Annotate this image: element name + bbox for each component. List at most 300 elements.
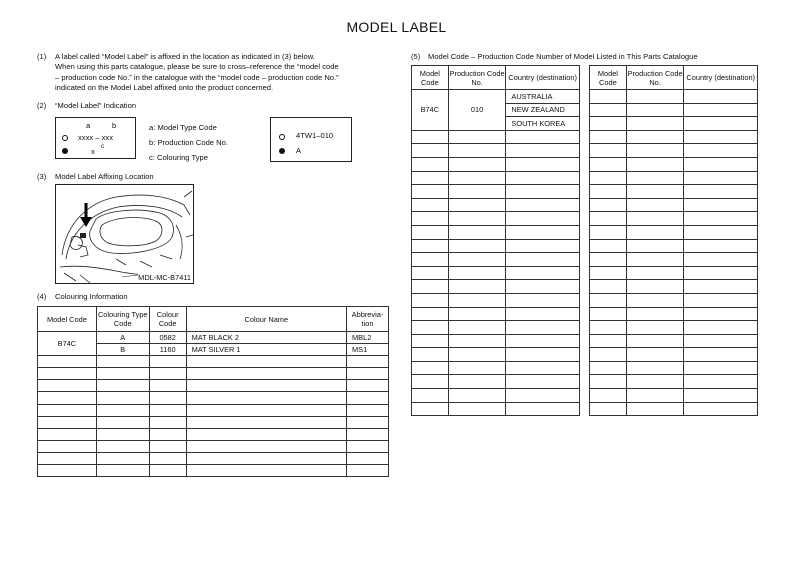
empty-cell bbox=[412, 171, 449, 185]
empty-cell bbox=[448, 144, 506, 158]
colour-name-cell: MAT SILVER 1 bbox=[186, 344, 346, 356]
empty-cell bbox=[412, 239, 449, 253]
table-header-row bbox=[412, 66, 580, 90]
empty-cell bbox=[684, 239, 758, 253]
empty-cell bbox=[684, 402, 758, 416]
column-header: Model Code bbox=[38, 307, 97, 332]
empty-cell bbox=[412, 321, 449, 335]
empty-cell bbox=[448, 293, 506, 307]
table-row bbox=[38, 465, 389, 477]
empty-cell bbox=[38, 416, 97, 428]
empty-cell bbox=[590, 90, 627, 104]
empty-cell bbox=[412, 375, 449, 389]
empty-cell bbox=[38, 368, 97, 380]
table-row bbox=[590, 361, 758, 375]
empty-cell bbox=[38, 392, 97, 404]
column-header: Model Code bbox=[412, 66, 449, 90]
empty-cell bbox=[684, 117, 758, 131]
table-row bbox=[590, 389, 758, 403]
table-row bbox=[412, 185, 580, 199]
table-row bbox=[38, 392, 389, 404]
empty-cell bbox=[412, 212, 449, 226]
table-row bbox=[590, 280, 758, 294]
column-header: Production Code No. bbox=[448, 66, 506, 90]
table-row bbox=[590, 90, 758, 104]
table-row bbox=[38, 368, 389, 380]
empty-cell bbox=[448, 375, 506, 389]
empty-cell bbox=[684, 171, 758, 185]
empty-cell bbox=[186, 368, 346, 380]
colour-code-cell: 1160 bbox=[149, 344, 186, 356]
empty-cell bbox=[684, 253, 758, 267]
table-row bbox=[590, 117, 758, 131]
table-row bbox=[590, 225, 758, 239]
empty-cell bbox=[590, 334, 627, 348]
empty-cell bbox=[626, 103, 684, 117]
empty-cell bbox=[626, 334, 684, 348]
empty-cell bbox=[347, 368, 389, 380]
empty-cell bbox=[448, 307, 506, 321]
empty-cell bbox=[626, 198, 684, 212]
section-4-number: (4) bbox=[37, 292, 47, 301]
empty-cell bbox=[590, 307, 627, 321]
empty-cell bbox=[448, 266, 506, 280]
legend-item: c: Colouring Type bbox=[149, 153, 208, 162]
empty-cell bbox=[506, 157, 580, 171]
section-3-number: (3) bbox=[37, 172, 47, 181]
table-row bbox=[412, 307, 580, 321]
country-cell: NEW ZEALAND bbox=[506, 103, 580, 117]
section-1-number: (1) bbox=[37, 52, 47, 61]
table-row bbox=[412, 144, 580, 158]
table-row bbox=[590, 198, 758, 212]
empty-cell bbox=[448, 171, 506, 185]
empty-cell bbox=[590, 280, 627, 294]
empty-cell bbox=[149, 452, 186, 464]
empty-cell bbox=[590, 402, 627, 416]
table-row bbox=[412, 171, 580, 185]
empty-cell bbox=[590, 225, 627, 239]
column-header: Colour Code bbox=[149, 307, 186, 332]
empty-cell bbox=[448, 253, 506, 267]
empty-cell bbox=[506, 361, 580, 375]
label-x: x bbox=[91, 147, 95, 156]
table-row bbox=[412, 280, 580, 294]
empty-cell bbox=[684, 198, 758, 212]
column-header: Colouring Type Code bbox=[96, 307, 149, 332]
table-row bbox=[590, 348, 758, 362]
empty-cell bbox=[412, 402, 449, 416]
empty-cell bbox=[590, 212, 627, 226]
colouring-type-cell: B bbox=[96, 344, 149, 356]
empty-cell bbox=[506, 334, 580, 348]
empty-cell bbox=[186, 428, 346, 440]
abbreviation-cell: MBL2 bbox=[347, 332, 389, 344]
generic-label-box bbox=[55, 117, 136, 159]
empty-cell bbox=[186, 465, 346, 477]
empty-cell bbox=[626, 253, 684, 267]
empty-cell bbox=[684, 334, 758, 348]
production-code-cell: 010 bbox=[448, 90, 506, 131]
empty-cell bbox=[506, 144, 580, 158]
empty-cell bbox=[412, 361, 449, 375]
empty-cell bbox=[448, 334, 506, 348]
empty-cell bbox=[448, 225, 506, 239]
empty-cell bbox=[590, 389, 627, 403]
legend-item: a: Model Type Code bbox=[149, 123, 217, 132]
table-row bbox=[412, 361, 580, 375]
empty-cell bbox=[186, 404, 346, 416]
table-row bbox=[412, 225, 580, 239]
section-1-line: – production code No.” in the catalogue with the “model code – production code No.” bbox=[55, 72, 339, 82]
table-row bbox=[590, 321, 758, 335]
section-4-title: Colouring Information bbox=[55, 292, 128, 301]
empty-cell bbox=[684, 321, 758, 335]
empty-cell bbox=[684, 185, 758, 199]
empty-cell bbox=[684, 130, 758, 144]
empty-cell bbox=[149, 440, 186, 452]
empty-cell bbox=[448, 239, 506, 253]
empty-cell bbox=[590, 130, 627, 144]
table-row bbox=[412, 130, 580, 144]
figure-code: MDL-MC-B7411 bbox=[138, 273, 191, 282]
model-code-cell: B74C bbox=[38, 332, 97, 356]
empty-cell bbox=[412, 198, 449, 212]
empty-cell bbox=[590, 375, 627, 389]
empty-cell bbox=[506, 402, 580, 416]
empty-cell bbox=[347, 416, 389, 428]
empty-cell bbox=[186, 452, 346, 464]
example-type: A bbox=[296, 146, 302, 155]
empty-cell bbox=[38, 356, 97, 368]
colouring-table bbox=[37, 306, 389, 477]
circle-icon bbox=[62, 135, 68, 141]
empty-cell bbox=[448, 157, 506, 171]
generic-code: xxxx – xxx bbox=[78, 133, 114, 142]
empty-cell bbox=[448, 130, 506, 144]
empty-cell bbox=[149, 392, 186, 404]
table-row bbox=[38, 440, 389, 452]
table-row bbox=[412, 212, 580, 226]
empty-cell bbox=[506, 185, 580, 199]
empty-cell bbox=[684, 361, 758, 375]
section-1-line: A label called “Model Label” is affixed in the location as indicated in (3) below. bbox=[55, 52, 315, 61]
empty-cell bbox=[412, 144, 449, 158]
table-row bbox=[38, 332, 389, 344]
empty-cell bbox=[506, 225, 580, 239]
empty-cell bbox=[96, 465, 149, 477]
empty-cell bbox=[590, 266, 627, 280]
table-row bbox=[38, 356, 389, 368]
table-row bbox=[412, 402, 580, 416]
table-row bbox=[590, 144, 758, 158]
section-3-title: Model Label Affixing Location bbox=[55, 172, 154, 181]
empty-cell bbox=[684, 307, 758, 321]
empty-cell bbox=[684, 157, 758, 171]
empty-cell bbox=[38, 465, 97, 477]
empty-cell bbox=[626, 117, 684, 131]
empty-cell bbox=[506, 239, 580, 253]
empty-cell bbox=[590, 171, 627, 185]
empty-cell bbox=[448, 198, 506, 212]
empty-cell bbox=[412, 157, 449, 171]
section-1 bbox=[37, 52, 377, 94]
table-header-row bbox=[38, 307, 389, 332]
column-header: Country (destination) bbox=[506, 66, 580, 90]
column-header: Colour Name bbox=[186, 307, 346, 332]
empty-cell bbox=[626, 375, 684, 389]
section-2-number: (2) bbox=[37, 101, 47, 110]
empty-cell bbox=[626, 212, 684, 226]
empty-cell bbox=[448, 389, 506, 403]
empty-cell bbox=[448, 321, 506, 335]
empty-cell bbox=[506, 307, 580, 321]
table-row bbox=[590, 171, 758, 185]
empty-cell bbox=[96, 380, 149, 392]
empty-cell bbox=[590, 293, 627, 307]
empty-cell bbox=[684, 280, 758, 294]
empty-cell bbox=[626, 361, 684, 375]
empty-cell bbox=[412, 225, 449, 239]
empty-cell bbox=[684, 293, 758, 307]
empty-cell bbox=[626, 185, 684, 199]
empty-cell bbox=[347, 356, 389, 368]
empty-cell bbox=[626, 90, 684, 104]
empty-cell bbox=[590, 198, 627, 212]
empty-cell bbox=[412, 266, 449, 280]
empty-cell bbox=[149, 356, 186, 368]
table-row bbox=[590, 402, 758, 416]
empty-cell bbox=[506, 212, 580, 226]
empty-cell bbox=[186, 392, 346, 404]
empty-cell bbox=[347, 440, 389, 452]
empty-cell bbox=[96, 416, 149, 428]
empty-cell bbox=[149, 428, 186, 440]
table-row bbox=[412, 253, 580, 267]
empty-cell bbox=[684, 90, 758, 104]
empty-cell bbox=[684, 266, 758, 280]
example-label-box bbox=[270, 117, 352, 162]
empty-cell bbox=[626, 280, 684, 294]
empty-cell bbox=[626, 266, 684, 280]
empty-cell bbox=[412, 348, 449, 362]
empty-cell bbox=[96, 392, 149, 404]
empty-cell bbox=[590, 103, 627, 117]
empty-cell bbox=[412, 293, 449, 307]
empty-cell bbox=[626, 307, 684, 321]
empty-cell bbox=[684, 225, 758, 239]
filled-circle-icon bbox=[279, 148, 285, 154]
empty-cell bbox=[684, 212, 758, 226]
empty-cell bbox=[347, 465, 389, 477]
empty-cell bbox=[590, 157, 627, 171]
table-row bbox=[412, 198, 580, 212]
table-row bbox=[590, 334, 758, 348]
empty-cell bbox=[412, 280, 449, 294]
empty-cell bbox=[347, 392, 389, 404]
empty-cell bbox=[626, 348, 684, 362]
filled-circle-icon bbox=[62, 148, 68, 154]
table-row bbox=[38, 404, 389, 416]
section-5-number: (5) bbox=[411, 52, 421, 61]
table-row bbox=[38, 428, 389, 440]
empty-cell bbox=[590, 239, 627, 253]
empty-cell bbox=[448, 280, 506, 294]
table-row bbox=[412, 157, 580, 171]
empty-cell bbox=[684, 103, 758, 117]
table-row bbox=[590, 103, 758, 117]
empty-cell bbox=[506, 171, 580, 185]
table-row bbox=[38, 380, 389, 392]
empty-cell bbox=[347, 452, 389, 464]
label-c: c bbox=[101, 143, 105, 150]
production-code-table-right bbox=[589, 65, 758, 416]
section-5-title: Model Code – Production Code Number of Model Listed in This Parts Catalogue bbox=[428, 52, 698, 61]
page-title: MODEL LABEL bbox=[346, 19, 447, 35]
empty-cell bbox=[96, 368, 149, 380]
empty-cell bbox=[506, 266, 580, 280]
empty-cell bbox=[626, 171, 684, 185]
empty-cell bbox=[506, 375, 580, 389]
empty-cell bbox=[412, 307, 449, 321]
section-4-heading bbox=[37, 292, 337, 302]
empty-cell bbox=[626, 130, 684, 144]
empty-cell bbox=[626, 321, 684, 335]
label-b: b bbox=[112, 121, 117, 130]
empty-cell bbox=[412, 389, 449, 403]
table-row bbox=[412, 375, 580, 389]
table-row bbox=[412, 334, 580, 348]
empty-cell bbox=[684, 375, 758, 389]
label-a: a bbox=[86, 121, 91, 130]
circle-icon bbox=[279, 134, 285, 140]
table-row bbox=[412, 348, 580, 362]
table-row bbox=[412, 321, 580, 335]
empty-cell bbox=[590, 253, 627, 267]
empty-cell bbox=[38, 404, 97, 416]
table-row bbox=[38, 416, 389, 428]
empty-cell bbox=[448, 185, 506, 199]
empty-cell bbox=[590, 185, 627, 199]
empty-cell bbox=[96, 452, 149, 464]
label-location-figure bbox=[55, 184, 194, 284]
table-row bbox=[412, 90, 580, 104]
empty-cell bbox=[186, 416, 346, 428]
table-row bbox=[590, 130, 758, 144]
colour-code-cell: 0582 bbox=[149, 332, 186, 344]
empty-cell bbox=[626, 157, 684, 171]
table-row bbox=[412, 239, 580, 253]
section-1-line: indicated on the Model Label affixed onto the product concerned. bbox=[55, 83, 274, 93]
empty-cell bbox=[96, 404, 149, 416]
empty-cell bbox=[506, 280, 580, 294]
empty-cell bbox=[347, 404, 389, 416]
empty-cell bbox=[684, 144, 758, 158]
empty-cell bbox=[506, 253, 580, 267]
section-2-title: “Model Label” Indication bbox=[55, 101, 137, 110]
table-row bbox=[590, 307, 758, 321]
empty-cell bbox=[626, 239, 684, 253]
empty-cell bbox=[448, 361, 506, 375]
empty-cell bbox=[38, 440, 97, 452]
empty-cell bbox=[506, 198, 580, 212]
empty-cell bbox=[412, 253, 449, 267]
empty-cell bbox=[506, 293, 580, 307]
section-3-heading bbox=[37, 172, 337, 182]
empty-cell bbox=[590, 144, 627, 158]
empty-cell bbox=[347, 428, 389, 440]
empty-cell bbox=[412, 334, 449, 348]
empty-cell bbox=[186, 440, 346, 452]
section-5-heading bbox=[411, 52, 771, 62]
empty-cell bbox=[590, 117, 627, 131]
empty-cell bbox=[347, 380, 389, 392]
empty-cell bbox=[448, 402, 506, 416]
empty-cell bbox=[684, 389, 758, 403]
table-row bbox=[412, 266, 580, 280]
table-row bbox=[38, 452, 389, 464]
column-header: Production Code No. bbox=[626, 66, 684, 90]
empty-cell bbox=[590, 321, 627, 335]
column-header: Abbrevia-tion bbox=[347, 307, 389, 332]
empty-cell bbox=[506, 321, 580, 335]
empty-cell bbox=[149, 368, 186, 380]
example-code: 4TW1–010 bbox=[296, 131, 334, 140]
empty-cell bbox=[448, 348, 506, 362]
empty-cell bbox=[626, 144, 684, 158]
empty-cell bbox=[626, 389, 684, 403]
empty-cell bbox=[38, 428, 97, 440]
empty-cell bbox=[96, 440, 149, 452]
colour-name-cell: MAT BLACK 2 bbox=[186, 332, 346, 344]
empty-cell bbox=[96, 356, 149, 368]
empty-cell bbox=[149, 380, 186, 392]
table-row bbox=[412, 293, 580, 307]
production-code-table-left bbox=[411, 65, 580, 416]
country-cell: SOUTH KOREA bbox=[506, 117, 580, 131]
table-row bbox=[590, 266, 758, 280]
empty-cell bbox=[186, 356, 346, 368]
section-2-heading bbox=[37, 101, 337, 111]
empty-cell bbox=[506, 130, 580, 144]
colouring-type-cell: A bbox=[96, 332, 149, 344]
empty-cell bbox=[590, 361, 627, 375]
empty-cell bbox=[626, 402, 684, 416]
column-header: Country (destination) bbox=[684, 66, 758, 90]
table-row bbox=[590, 212, 758, 226]
table-row bbox=[412, 389, 580, 403]
empty-cell bbox=[448, 212, 506, 226]
empty-cell bbox=[96, 428, 149, 440]
country-cell: AUSTRALIA bbox=[506, 90, 580, 104]
empty-cell bbox=[149, 416, 186, 428]
empty-cell bbox=[506, 389, 580, 403]
empty-cell bbox=[412, 185, 449, 199]
label-legend bbox=[149, 120, 228, 165]
table-header-row bbox=[590, 66, 758, 90]
table-row bbox=[590, 375, 758, 389]
table-row bbox=[590, 157, 758, 171]
empty-cell bbox=[149, 404, 186, 416]
table-row bbox=[590, 239, 758, 253]
empty-cell bbox=[626, 293, 684, 307]
empty-cell bbox=[506, 348, 580, 362]
section-1-line: When using this parts catalogue, please be sure to cross–reference the “model code bbox=[55, 62, 339, 72]
column-header: Model Code bbox=[590, 66, 627, 90]
model-code-cell: B74C bbox=[412, 90, 449, 131]
empty-cell bbox=[412, 130, 449, 144]
empty-cell bbox=[626, 225, 684, 239]
